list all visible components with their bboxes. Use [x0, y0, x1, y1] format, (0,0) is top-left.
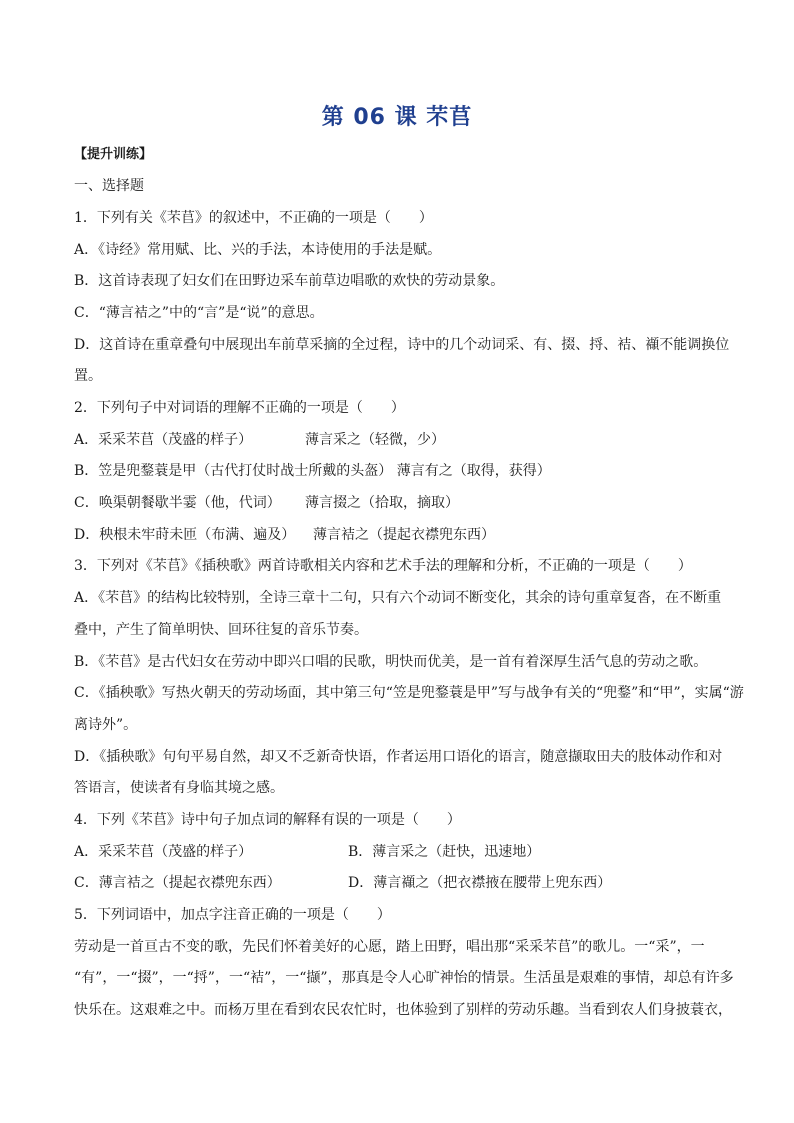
q2-option-b: B．笠是兜鍪蓑是甲（古代打仗时战士所戴的头盔） 薄言有之（取得，获得） — [74, 463, 551, 479]
section-heading: 一、选择题 — [74, 178, 144, 194]
q4-option-b: B．薄言采之（赶快，迅速地） — [348, 844, 541, 860]
q2-option-a — [74, 430, 724, 450]
q4-option-a: A．采采芣苢（茂盛的样子） — [74, 844, 253, 860]
q2-option-a-left: A．采采芣苢（茂盛的样子） — [74, 432, 253, 448]
q3-option-d-line2: 答语言，使读者有身临其境之感。 — [74, 780, 284, 796]
q1-stem: 1．下列有关《芣苢》的叙述中，不正确的一项是（ ） — [74, 210, 433, 226]
q2-option-c-right: 薄言掇之（拾取，摘取） — [305, 495, 459, 511]
q1-option-d-line2: 置。 — [74, 368, 102, 384]
q2-option-a-right: 薄言采之（轻微，少） — [305, 432, 445, 448]
q3-option-c-line2: 离诗外”。 — [74, 717, 138, 733]
page-title: 第 06 课 芣苢 — [321, 105, 473, 130]
q1-option-c: C．“薄言袺之”中的“言”是“说”的意思。 — [74, 305, 324, 321]
q2-option-c — [74, 493, 724, 513]
q2-stem: 2．下列句子中对词语的理解不正确的一项是（ ） — [74, 400, 405, 416]
q3-stem: 3．下列对《芣苢》《插秧歌》两首诗歌相关内容和艺术手法的理解和分析，不正确的一项是（ ） — [74, 558, 692, 574]
q4-option-d: D．薄言襭之（把衣襟掖在腰带上兜东西） — [348, 875, 612, 891]
q1-option-a: A．《诗经》常用赋、比、兴的手法，本诗使用的手法是赋。 — [74, 242, 442, 258]
q5-passage-line2: “有”，一“掇”，一“捋”，一“袺”，一“撷”，那真是令人心旷神怡的情景。生活虽是艰难的事情，却总有许多 — [74, 970, 734, 986]
q2-option-d-right: 薄言袺之（提起衣襟兜东西） — [313, 527, 495, 543]
q1-option-d-line1: D．这首诗在重章叠句中展现出车前草采摘的全过程，诗中的几个动词采、有、掇、捋、袺、襭不能调换位 — [74, 337, 730, 353]
q4-stem: 4．下列《芣苢》诗中句子加点词的解释有误的一项是（ ） — [74, 812, 461, 828]
q4-row-2 — [74, 873, 724, 893]
q3-option-d-line1: D．《插秧歌》句句平易自然，却又不乏新奇快语，作者运用口语化的语言，随意撷取田夫的肢体动作和对 — [74, 749, 723, 765]
q3-option-a-line1: A．《芣苢》的结构比较特别，全诗三章十二句，只有六个动词不断变化，其余的诗句重章复沓，在不断重 — [74, 590, 722, 606]
q3-option-a-line2: 叠中，产生了简单明快、回环往复的音乐节奏。 — [74, 622, 368, 638]
q4-option-c: C．薄言袺之（提起衣襟兜东西） — [74, 875, 281, 891]
q5-stem: 5．下列词语中，加点字注音正确的一项是（ ） — [74, 907, 391, 923]
q2-option-c-left: C．唤渠朝餐歇半霎（他，代词） — [74, 495, 281, 511]
q3-option-c-line1: C．《插秧歌》写热火朝天的劳动场面，其中第三句“笠是兜鍪蓑是甲”写与战争有关的“兜鍪”和“甲”，实属“游 — [74, 685, 744, 701]
q1-option-b: B．这首诗表现了妇女们在田野边采车前草边唱歌的欢快的劳动景象。 — [74, 273, 505, 289]
section-tag: 【提升训练】 — [74, 147, 153, 162]
q2-option-d — [74, 525, 724, 545]
q4-row-1 — [74, 842, 724, 862]
q3-option-b: B．《芣苢》是古代妇女在劳动中即兴口唱的民歌，明快而优美，是一首有着深厚生活气息的劳动之歌。 — [74, 654, 708, 670]
q5-passage-line1: 劳动是一首亘古不变的歌，先民们怀着美好的心愿，踏上田野，唱出那“采采芣苢”的歌儿。一“采”，一 — [74, 939, 705, 955]
q5-passage-line3: 快乐在。这艰难之中。而杨万里在看到农民农忙时，也体验到了别样的劳动乐趣。当看到农人们身披蓑衣， — [74, 1002, 732, 1018]
q2-option-d-left: D．秧根未牢莳未匝（布满、遍及） — [74, 527, 296, 543]
